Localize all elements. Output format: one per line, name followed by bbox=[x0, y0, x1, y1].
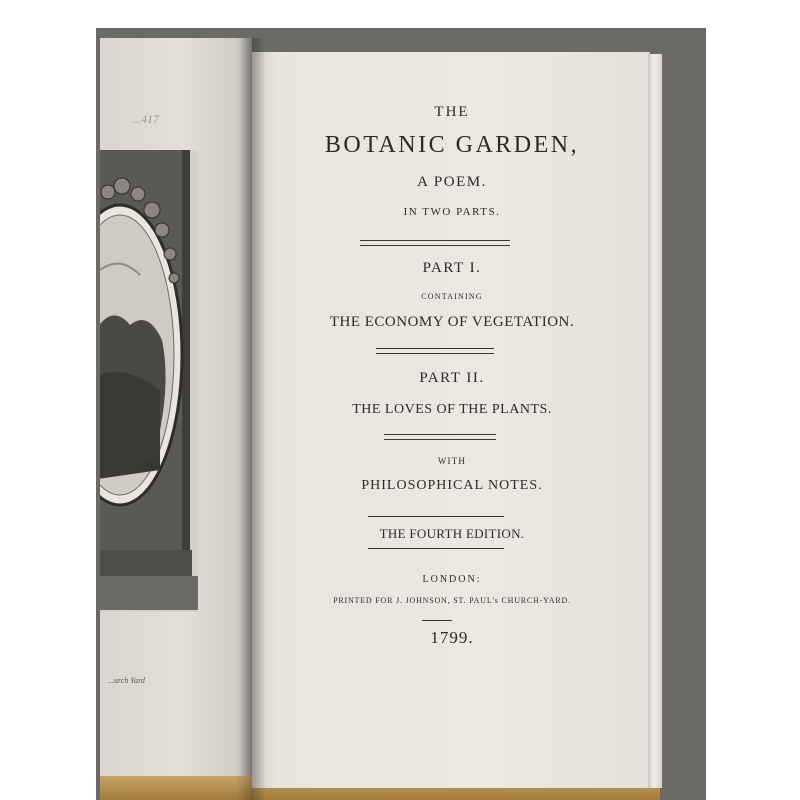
engraving-inscription: ...TD. bbox=[138, 460, 159, 470]
divider-rule bbox=[384, 434, 496, 440]
year-rule bbox=[422, 620, 452, 621]
with-label: WITH bbox=[437, 456, 467, 466]
pencil-note: ...417 bbox=[132, 112, 159, 126]
part2-title: THE LOVES OF THE PLANTS. bbox=[352, 402, 552, 417]
notes-label: PHILOSOPHICAL NOTES. bbox=[361, 478, 543, 493]
city-label: LONDON: bbox=[422, 574, 482, 585]
title-the: THE bbox=[434, 104, 470, 120]
part1-heading: PART I. bbox=[422, 260, 482, 276]
edition-rule-bottom bbox=[368, 548, 504, 549]
part1-title: THE ECONOMY OF VEGETATION. bbox=[329, 314, 575, 330]
title-page bbox=[252, 52, 650, 788]
frontispiece-engraving bbox=[100, 150, 198, 612]
left-page-imprint: ...urch Yard bbox=[108, 676, 145, 685]
edition-label: THE FOURTH EDITION. bbox=[379, 526, 525, 541]
book-title: BOTANIC GARDEN, bbox=[324, 132, 580, 158]
printer-imprint: PRINTED FOR J. JOHNSON, ST. PAUL's CHURCH-YARD. bbox=[333, 596, 571, 605]
page-block-edge bbox=[648, 54, 662, 788]
edition-rule-top bbox=[368, 516, 504, 517]
subtitle-parts: IN TWO PARTS. bbox=[403, 206, 501, 218]
publication-year: 1799. bbox=[430, 628, 474, 647]
part2-heading: PART II. bbox=[419, 370, 485, 386]
subtitle-poem: A POEM. bbox=[417, 174, 487, 190]
part1-containing: CONTAINING bbox=[421, 292, 483, 301]
divider-rule bbox=[376, 348, 494, 354]
divider-rule bbox=[360, 240, 510, 246]
